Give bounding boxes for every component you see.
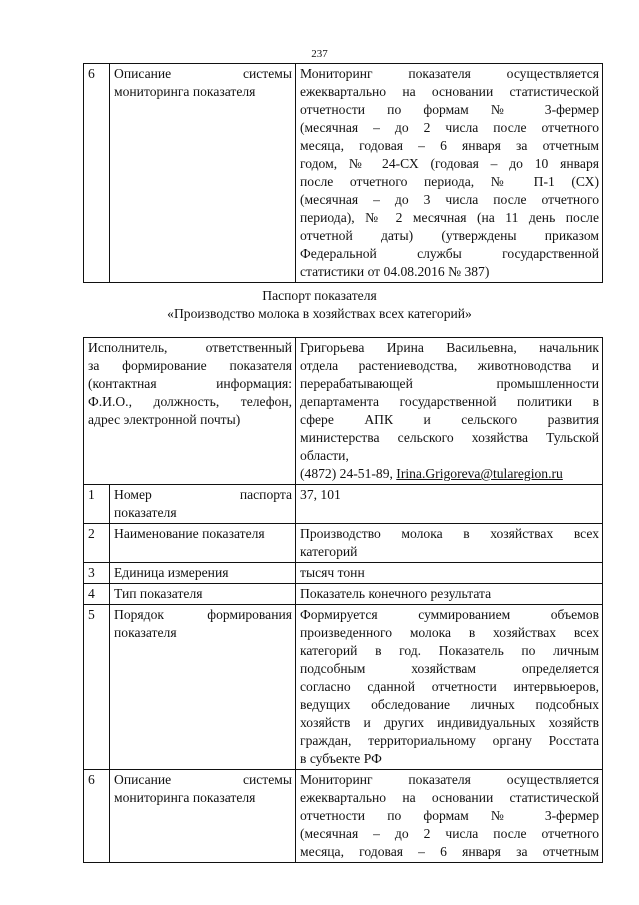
label-line: мониторинга показателя: [114, 790, 256, 805]
label-line: Наименование показателя: [114, 526, 265, 541]
label-line: за формирование показателя: [88, 358, 293, 373]
label-line: (контактная информация:: [88, 376, 293, 391]
value-line: месяца, годовая – 6 января за отчетным: [300, 844, 600, 859]
table-row: [84, 584, 603, 605]
table-row: [84, 770, 603, 863]
value-line: Формируется суммированием объемов: [300, 607, 600, 622]
value-line: согласно сданной отчетности интервьюеров,: [300, 679, 600, 694]
value-line: месяца, годовая – 6 января за отчетным: [300, 138, 599, 153]
table-row: [84, 64, 603, 283]
heading-subtitle: «Производство молока в хозяйствах всех категорий»: [167, 306, 472, 321]
value-line: Показатель конечного результата: [300, 586, 492, 601]
label-line: мониторинга показателя: [114, 84, 256, 99]
row-value: [296, 64, 603, 283]
value-line: периода), № 2 месячная (на 11 день после: [300, 210, 599, 225]
row-number: 6: [84, 64, 110, 283]
value-line: ежеквартально на основании статистической: [300, 84, 599, 99]
label-line: Исполнитель, ответственный: [88, 340, 293, 355]
phone-number: (4872) 24-51-89,: [300, 466, 393, 481]
label-line: Единица измерения: [114, 565, 229, 580]
value-line: ежеквартально на основании статистической: [300, 790, 600, 805]
passport-heading: [0, 287, 639, 323]
table-row: [84, 485, 603, 524]
table-row: [84, 524, 603, 563]
value-line: тысяч тонн: [300, 565, 365, 580]
value-line: Федеральной службы государственной: [300, 246, 599, 261]
row-number: 1: [84, 485, 110, 524]
value-line: перерабатывающей промышленности: [300, 376, 600, 391]
row-number: 6: [84, 770, 110, 863]
value-line: (месячная – до 2 числа после отчетного: [300, 120, 599, 135]
value-line: годом, № 24-СХ (годовая – до 10 января: [300, 156, 599, 171]
row-number: 2: [84, 524, 110, 563]
email-link[interactable]: Irina.Grigoreva@tularegion.ru: [396, 466, 563, 481]
value-line: хозяйств и других индивидуальных хозяйств: [300, 715, 600, 730]
value-line: ведущих обследование личных подсобных: [300, 697, 600, 712]
value-line: отчетности по формам № 3-фермер: [300, 808, 600, 823]
row-number: 5: [84, 605, 110, 770]
row-value: [296, 485, 603, 524]
value-line: произведенного молока в хозяйствах всех: [300, 625, 600, 640]
row-label: [110, 605, 296, 770]
row-number: 4: [84, 584, 110, 605]
label-line: Тип показателя: [114, 586, 203, 601]
page-number: 237: [311, 48, 328, 60]
executor-label: [84, 338, 296, 485]
row-label: [110, 770, 296, 863]
table-row: [84, 563, 603, 584]
value-line: отчетности по формам № 3-фермер: [300, 102, 599, 117]
value-line: области,: [300, 448, 349, 463]
row-label: [110, 563, 296, 584]
label-line: адрес электронной почты): [88, 412, 241, 427]
value-line: Производство молока в хозяйствах всех: [300, 526, 600, 541]
row-label: [110, 485, 296, 524]
value-line: Григорьева Ирина Васильевна, начальник: [300, 340, 600, 355]
value-line: категорий: [300, 544, 358, 559]
label-line: Ф.И.О., должность, телефон,: [88, 394, 293, 409]
value-line: министерства сельского хозяйства Тульской: [300, 430, 600, 445]
row-value: [296, 584, 603, 605]
value-line: (месячная – до 3 числа после отчетного: [300, 192, 599, 207]
row-number: 3: [84, 563, 110, 584]
table-row: [84, 605, 603, 770]
value-line: отдела растениеводства, животноводства и: [300, 358, 600, 373]
value-line: в субъекте РФ: [300, 751, 382, 766]
passport-table: [83, 337, 603, 863]
value-line: после отчетного периода, № П-1 (СХ): [300, 174, 599, 189]
value-line: Мониторинг показателя осуществляется: [300, 66, 599, 81]
value-line: (месячная – до 2 числа после отчетного: [300, 826, 600, 841]
value-line: подсобным хозяйствам определяется: [300, 661, 600, 676]
label-line: показателя: [114, 505, 177, 520]
value-line: Мониторинг показателя осуществляется: [300, 772, 600, 787]
table-row-executor: [84, 338, 603, 485]
label-line: Порядок формирования: [114, 607, 293, 622]
row-label: [110, 584, 296, 605]
contact-line: [300, 465, 599, 483]
heading-title: Паспорт показателя: [262, 288, 377, 303]
row-value: [296, 524, 603, 563]
row-label: [110, 64, 296, 283]
label-line: показателя: [114, 625, 177, 640]
value-line: категорий в год. Показатель по личным: [300, 643, 600, 658]
value-line: отчетной даты) (утверждены приказом: [300, 228, 599, 243]
row-value: [296, 605, 603, 770]
value-line: 37, 101: [300, 487, 341, 502]
value-line: статистики от 04.08.2016 № 387): [300, 264, 490, 279]
monitoring-table-continuation: [83, 63, 603, 283]
label-line: Номер паспорта: [114, 487, 293, 502]
row-value: [296, 563, 603, 584]
label-line: Описание системы: [114, 66, 292, 81]
value-line: сфере АПК и сельского развития: [300, 412, 600, 427]
row-label: [110, 524, 296, 563]
row-value: [296, 770, 603, 863]
value-line: департамента государственной политики в: [300, 394, 600, 409]
executor-value: [296, 338, 603, 485]
label-line: Описание системы: [114, 772, 293, 787]
value-line: граждан, территориальному органу Росстата: [300, 733, 600, 748]
